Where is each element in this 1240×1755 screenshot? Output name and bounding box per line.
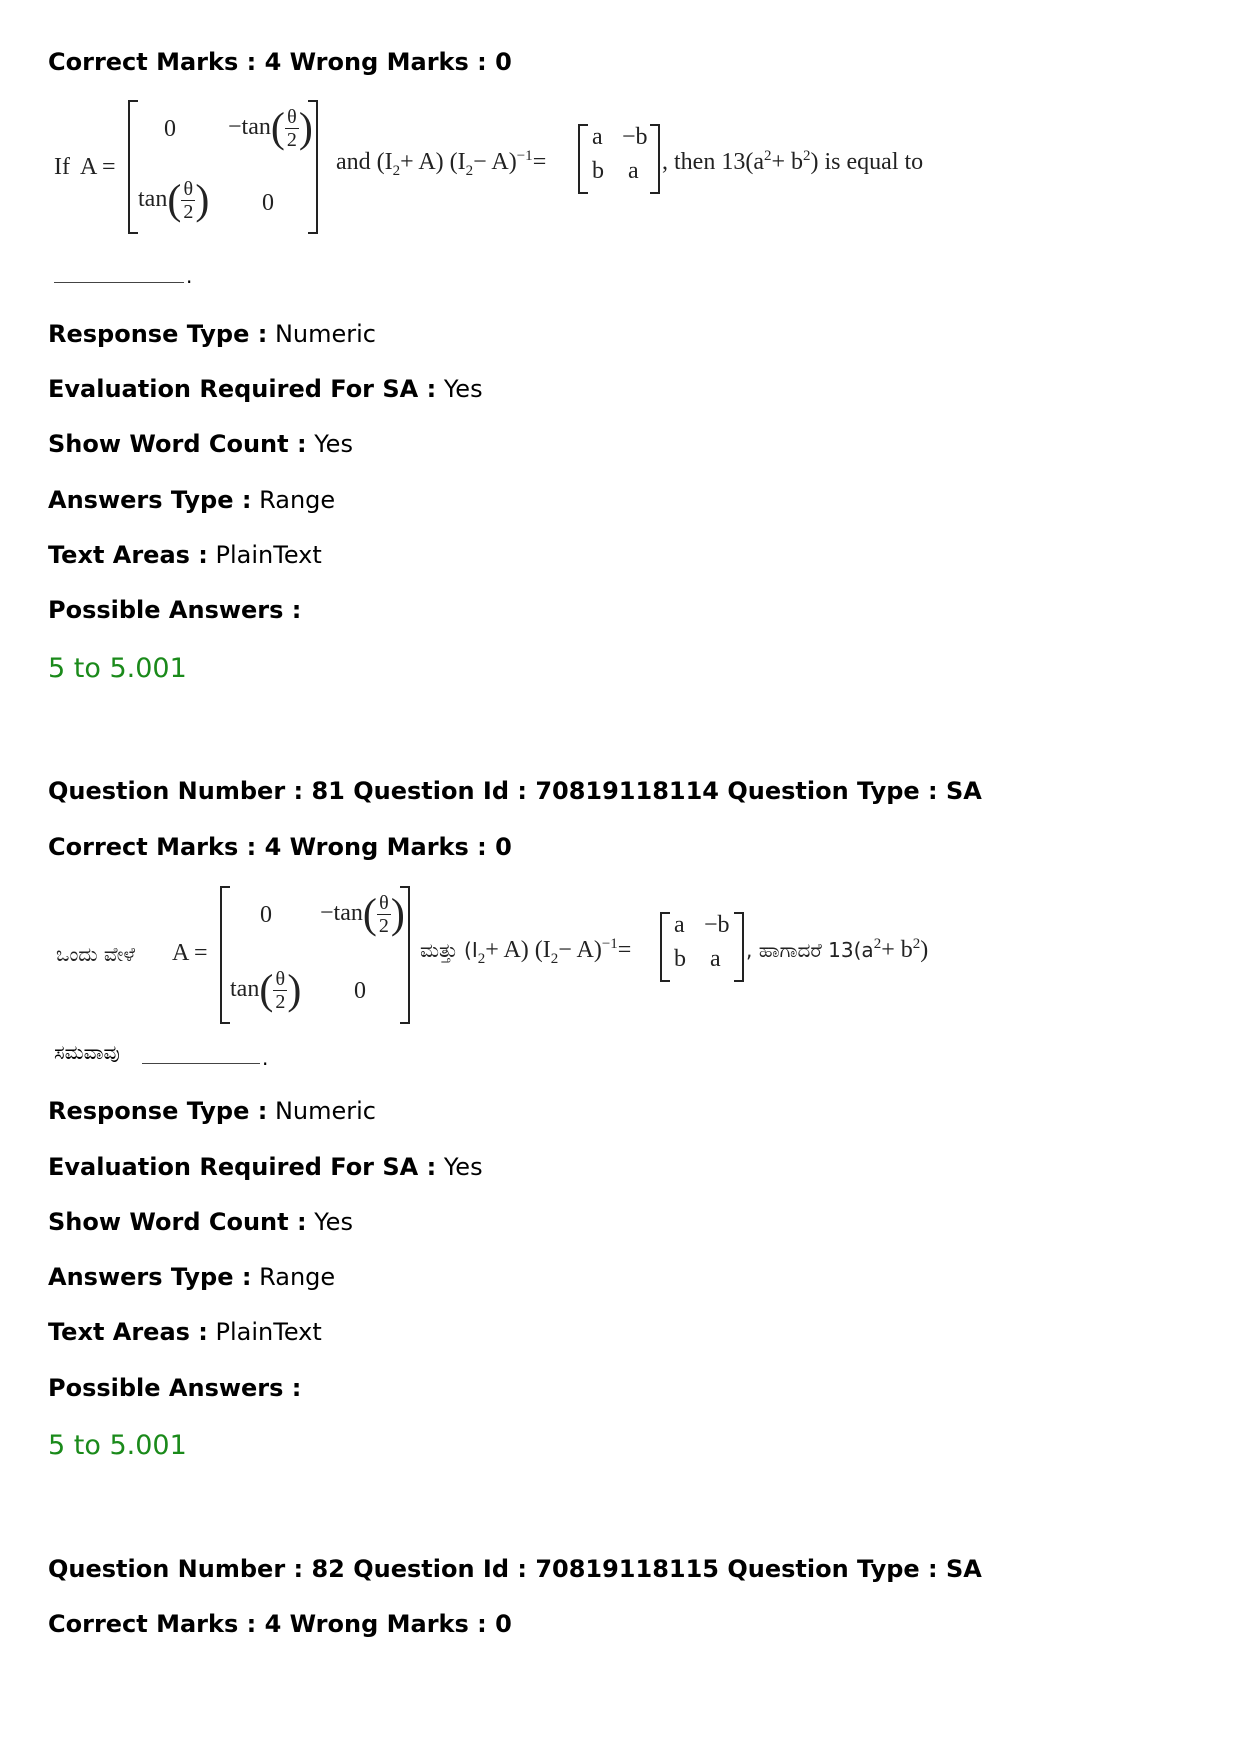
q81-blank-end: . — [262, 1046, 269, 1070]
q81-response-type: Response Type : Numeric — [48, 1097, 376, 1125]
q81-marks-line: Correct Marks : 4 Wrong Marks : 0 — [48, 833, 512, 861]
q80-answers-type: Answers Type : Range — [48, 486, 336, 514]
q80-blank-end: . — [186, 264, 193, 288]
q81-possible-answers-label: Possible Answers : — [48, 1374, 302, 1402]
q81-show-word-count: Show Word Count : Yes — [48, 1208, 353, 1236]
q81-evaluation-required: Evaluation Required For SA : Yes — [48, 1153, 483, 1181]
q82-marks-line: Correct Marks : 4 Wrong Marks : 0 — [48, 1610, 512, 1638]
q80-evaluation-required: Evaluation Required For SA : Yes — [48, 375, 483, 403]
q80-show-word-count: Show Word Count : Yes — [48, 430, 353, 458]
q81-question-math: ಒಂದು ವೇಳೆ A = 0 −tan( $\frac{\theta}{2}$ ) tan( $\frac{\theta}{2}$ ) 0 ಮತ್ತು $(I_2+ A)$ $(I_2- A)^{-1}=$ a −b b a , ಹಾಗಾದರೆ $13(a^2+ b^2)$ — [48, 878, 1048, 1028]
q81-answers-type: Answers Type : Range — [48, 1263, 336, 1291]
q81-header: Question Number : 81 Question Id : 70819118114 Question Type : SA — [48, 777, 982, 805]
q80-answer-blank — [54, 281, 184, 283]
q82-header: Question Number : 82 Question Id : 70819118115 Question Type : SA — [48, 1555, 982, 1583]
q80-marks-line: Correct Marks : 4 Wrong Marks : 0 — [48, 48, 512, 76]
q80-possible-answer: 5 to 5.001 — [48, 653, 187, 684]
q80-text-areas: Text Areas : PlainText — [48, 541, 322, 569]
q81-possible-answer: 5 to 5.001 — [48, 1430, 187, 1461]
q80-question-math: If A = 0 −tan( $\frac{\theta}{2}$ ) tan( $\frac{\theta}{2}$ ) 0 and $(I_2+ A)$ $(I_2- A)^{-1}=$ a −b b a , then $13(a^2+ b^2)$ is equal to — [48, 92, 948, 242]
q81-answer-blank — [142, 1062, 260, 1064]
q81-text-areas: Text Areas : PlainText — [48, 1318, 322, 1346]
q80-response-type: Response Type : Numeric — [48, 320, 376, 348]
q80-possible-answers-label: Possible Answers : — [48, 596, 302, 624]
q81-samavu: ಸಮವಾವು — [54, 1040, 120, 1064]
